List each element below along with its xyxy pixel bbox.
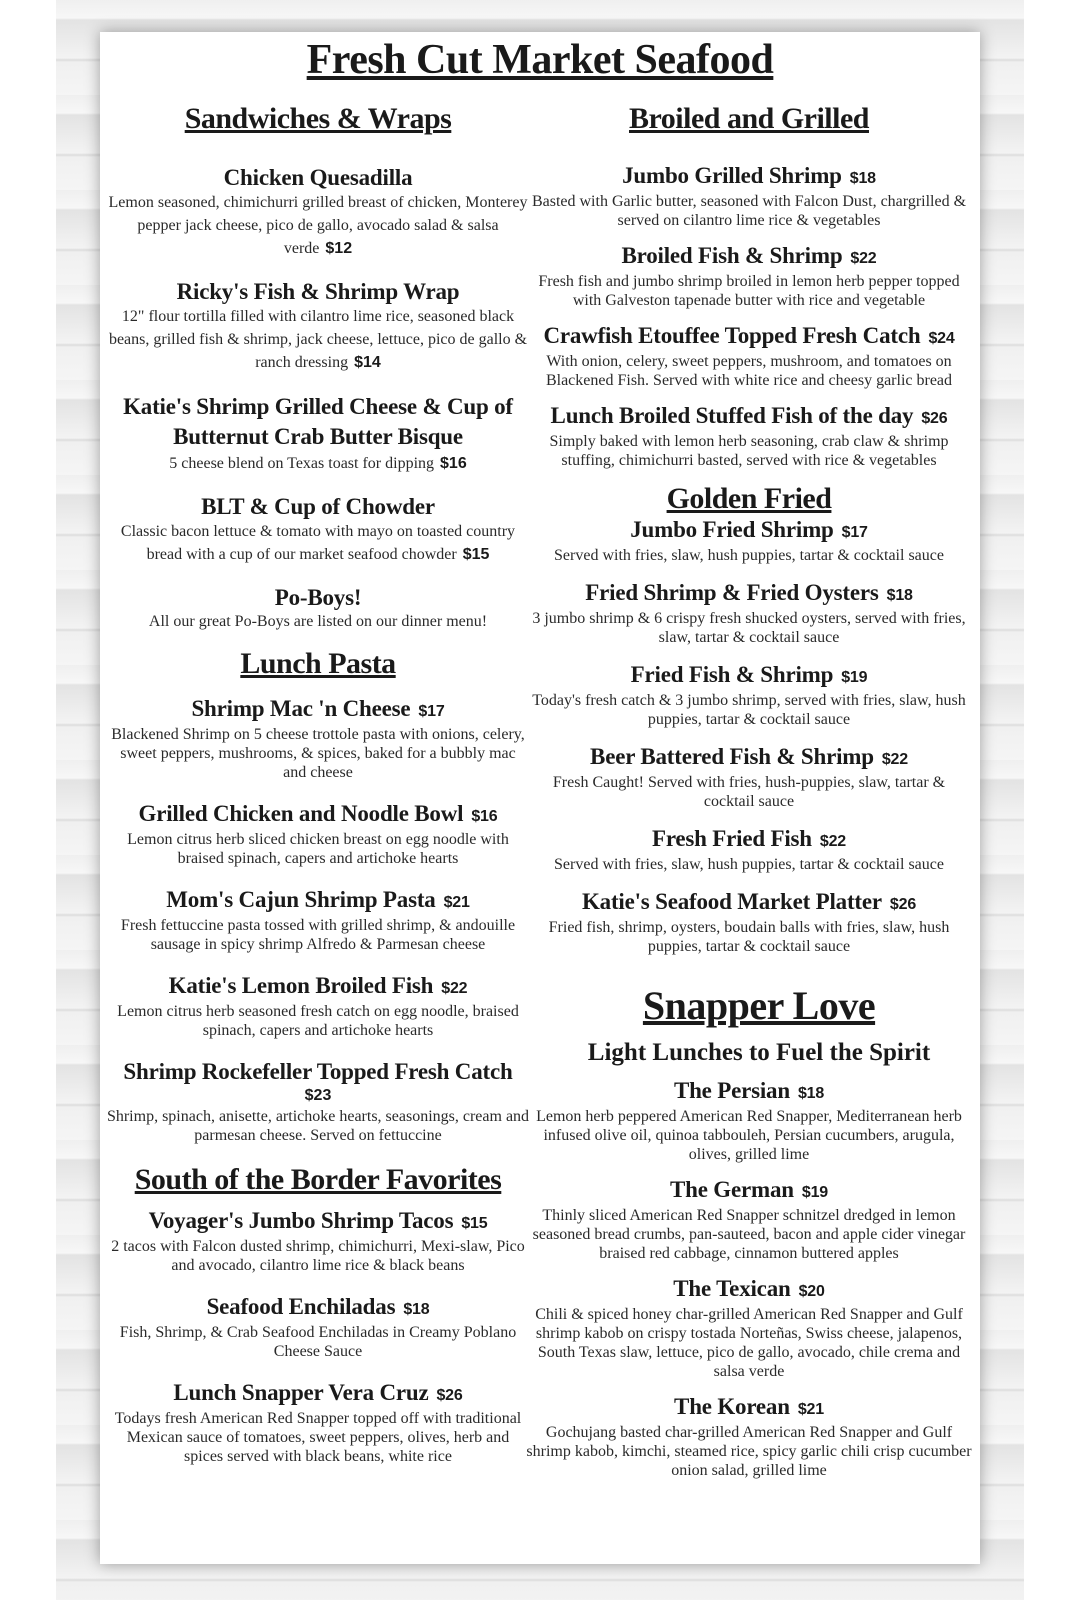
item-name: Seafood Enchiladas $18	[206, 1294, 430, 1319]
background-board-right	[1024, 0, 1080, 1600]
item-description: 2 tacos with Falcon dusted shrimp, chimichurri, Mexi-slaw, Pico and avocado, cilantro lime rice & black beans	[111, 1238, 525, 1274]
item-price: $14	[354, 354, 381, 371]
item-name: Shrimp Mac 'n Cheese $17	[191, 696, 445, 721]
item-name: Fresh Fried Fish $22	[651, 826, 847, 851]
item-price: $19	[841, 669, 868, 686]
item-description: Fried fish, shrimp, oysters, boudain balls with fries, slaw, hush puppies, tartar & cocktail sauce	[548, 919, 950, 955]
menu-item	[100, 164, 536, 260]
item-price: $22	[441, 980, 468, 997]
item-name: Po-Boys!	[274, 585, 362, 610]
item-name: Shrimp Rockefeller Topped Fresh Catch	[123, 1059, 513, 1084]
item-description: Lemon citrus herb sliced chicken breast on egg noodle with braised spinach, capers and artichoke hearts	[127, 831, 509, 867]
item-name: Voyager's Jumbo Shrimp Tacos $15	[148, 1208, 488, 1233]
item-price: $21	[443, 894, 470, 911]
item-name: Jumbo Fried Shrimp $17	[630, 517, 868, 542]
item-price: $24	[928, 330, 955, 347]
item-name: The Persian $18	[673, 1078, 825, 1103]
item-description: Blackened Shrimp on 5 cheese trottole pasta with onions, celery, sweet peppers, mushrooms, & spices, baked for a bubbly mac and cheese	[111, 726, 525, 781]
item-description: 5 cheese blend on Texas toast for dipping $16	[169, 455, 467, 472]
item-price: $19	[801, 1184, 828, 1201]
item-name: Chicken Quesadilla	[223, 165, 413, 190]
item-price: $26	[889, 896, 917, 913]
item-name: Katie's Shrimp Grilled Cheese & Cup of Butternut Crab Butter Bisque	[123, 394, 513, 449]
item-price: $17	[841, 524, 868, 541]
item-name: Mom's Cajun Shrimp Pasta $21	[166, 887, 470, 912]
menu-item	[100, 1293, 536, 1361]
item-name: Beer Battered Fish & Shrimp $22	[590, 744, 908, 769]
menu-item	[100, 584, 536, 633]
item-description: Classic bacon lettuce & tomato with mayo on toasted country bread with a cup of our market seafood chowder $15	[120, 523, 516, 563]
item-price: $26	[921, 410, 948, 427]
menu-item	[524, 825, 974, 874]
item-price: $16	[440, 455, 467, 472]
menu-item	[100, 1379, 536, 1466]
item-name: Grilled Chicken and Noodle Bowl $16	[138, 801, 498, 826]
item-name: Ricky's Fish & Shrimp Wrap	[176, 279, 460, 304]
item-name: The German $19	[670, 1177, 828, 1202]
menu-item	[524, 579, 974, 647]
item-description: Served with fries, slaw, hush puppies, tartar & cocktail sauce	[554, 856, 944, 873]
menu-item	[524, 402, 974, 470]
item-price: $18	[797, 1085, 825, 1102]
item-description: Fish, Shrimp, & Crab Seafood Enchiladas in Creamy Poblano Cheese Sauce	[119, 1324, 517, 1360]
item-price: $21	[797, 1401, 824, 1418]
item-description: Simply baked with lemon herb seasoning, crab claw & shrimp stuffing, chimichurri basted, served with rice & vegetables	[549, 433, 949, 469]
item-price: $18	[849, 170, 876, 187]
item-name: Katie's Seafood Market Platter $26	[581, 889, 917, 914]
menu-page	[100, 32, 980, 1564]
item-description: Served with fries, slaw, hush puppies, tartar & cocktail sauce	[554, 547, 944, 564]
item-description: Lemon citrus herb seasoned fresh catch on egg noodle, braised spinach, capers and artichoke hearts	[117, 1003, 519, 1039]
item-name: Lunch Snapper Vera Cruz $26	[173, 1380, 463, 1405]
menu-item	[524, 242, 974, 310]
item-price: $22	[850, 250, 877, 267]
item-price: $22	[819, 833, 847, 850]
item-description: Today's fresh catch & 3 jumbo shrimp, served with fries, slaw, hush puppies, tartar & cocktail sauce	[532, 692, 966, 728]
item-description: All our great Po-Boys are listed on our dinner menu!	[148, 613, 488, 630]
item-description: Todays fresh American Red Snapper topped off with traditional Mexican sauce of tomatoes, sweet peppers, olives, herb and spices served with black beans, white rice	[114, 1410, 522, 1465]
menu-title: Fresh Cut Market Seafood	[306, 37, 774, 83]
menu-item	[100, 493, 536, 566]
item-name: Broiled Fish & Shrimp $22	[621, 243, 877, 268]
menu-item	[524, 1077, 974, 1164]
menu-item	[100, 800, 536, 868]
menu-item	[100, 1207, 536, 1275]
item-description: Chili & spiced honey char-grilled American Red Snapper and Gulf shrimp kabob on crispy tostada Norteñas, Swiss cheese, jalapenos, South Texas slaw, lettuce, pico de gallo, avocado, chile crema and salsa verde	[535, 1306, 963, 1380]
menu-item	[524, 743, 974, 811]
item-name: The Texican $20	[673, 1276, 825, 1301]
menu-item	[100, 886, 536, 954]
item-description: 12" flour tortilla filled with cilantro lime rice, seasoned black beans, grilled fish & shrimp, jack cheese, lettuce, pico de gallo & ranch dressing $14	[108, 308, 528, 371]
right-column	[524, 102, 974, 1480]
item-price: $17	[418, 703, 445, 720]
menu-item	[524, 1275, 974, 1381]
item-description: With onion, celery, sweet peppers, mushroom, and tomatoes on Blackened Fish. Served with white rice and cheesy garlic bread	[545, 353, 953, 389]
item-price: $15	[462, 546, 490, 563]
menu-item	[100, 392, 536, 475]
menu-item	[524, 162, 974, 230]
item-price: $18	[403, 1301, 430, 1318]
section-heading-broiled-grilled: Broiled and Grilled	[629, 102, 869, 135]
menu-item	[524, 516, 974, 565]
item-name: Jumbo Grilled Shrimp $18	[622, 163, 876, 188]
item-name: Fried Fish & Shrimp $19	[630, 662, 868, 687]
background-board-left	[0, 0, 56, 1600]
item-description: Thinly sliced American Red Snapper schnitzel dredged in lemon seasoned bread crumbs, pan-sauteed, bacon and apple cider vinegar braised red cabbage, cinnamon buttered apples	[532, 1207, 966, 1262]
menu-item	[524, 888, 974, 956]
item-name: The Korean $21	[674, 1394, 824, 1419]
item-name: BLT & Cup of Chowder	[201, 494, 435, 519]
menu-item	[524, 661, 974, 729]
menu-item	[100, 278, 536, 374]
item-description: Gochujang basted char-grilled American Red Snapper and Gulf shrimp kabob, kimchi, steamed rice, spicy garlic chili crisp cucumber onion salad, grilled lime	[526, 1424, 972, 1479]
item-description: Fresh fish and jumbo shrimp broiled in lemon herb pepper topped with Galveston tapenade butter with rice and vegetable	[538, 273, 960, 309]
item-price: $22	[881, 751, 908, 768]
item-price: $16	[471, 808, 498, 825]
menu-item	[100, 972, 536, 1040]
item-price: $18	[886, 587, 913, 604]
item-description: 3 jumbo shrimp & 6 crispy fresh shucked oysters, served with fries, slaw, tartar & cocktail sauce	[532, 610, 966, 646]
section-heading-snapper-love: Snapper Love	[642, 983, 876, 1028]
menu-item	[524, 1176, 974, 1263]
item-description: Fresh fettuccine pasta tossed with grilled shrimp, & andouille sausage in spicy shrimp Alfredo & Parmesan cheese	[120, 917, 516, 953]
item-name: Crawfish Etouffee Topped Fresh Catch $24	[543, 323, 955, 348]
item-name: Katie's Lemon Broiled Fish $22	[168, 973, 468, 998]
section-heading-sandwiches: Sandwiches & Wraps	[184, 102, 452, 135]
item-price: $23	[304, 1087, 332, 1104]
item-price: $26	[436, 1387, 463, 1404]
section-heading-south-of-border: South of the Border Favorites	[134, 1163, 502, 1196]
section-heading-golden-fried: Golden Fried	[666, 482, 832, 515]
item-name: Lunch Broiled Stuffed Fish of the day $26	[550, 403, 948, 428]
item-description: Lemon seasoned, chimichurri grilled breast of chicken, Monterey pepper jack cheese, pico de gallo, avocado salad & salsa verde $12	[108, 194, 528, 257]
item-description: Fresh Caught! Served with fries, hush-puppies, slaw, tartar & cocktail sauce	[552, 774, 946, 810]
item-price: $20	[798, 1283, 825, 1300]
item-price: $15	[461, 1215, 488, 1232]
menu-item	[524, 322, 974, 390]
menu-item	[100, 695, 536, 782]
item-price: $12	[325, 240, 353, 257]
section-subtitle: Light Lunches to Fuel the Spirit	[587, 1039, 931, 1066]
section-heading-pasta: Lunch Pasta	[240, 647, 396, 680]
menu-item	[100, 1058, 536, 1145]
menu-item	[524, 1393, 974, 1480]
left-column	[100, 102, 536, 1466]
item-description: Lemon herb peppered American Red Snapper, Mediterranean herb infused olive oil, quinoa tabbouleh, Persian cucumbers, arugula, olives, grilled lime	[536, 1108, 962, 1163]
item-name: Fried Shrimp & Fried Oysters $18	[585, 580, 913, 605]
item-description: Shrimp, spinach, anisette, artichoke hearts, seasonings, cream and parmesan cheese. Served on fettuccine	[106, 1108, 530, 1144]
item-description: Basted with Garlic butter, seasoned with Falcon Dust, chargrilled & served on cilantro lime rice & vegetables	[531, 193, 967, 229]
